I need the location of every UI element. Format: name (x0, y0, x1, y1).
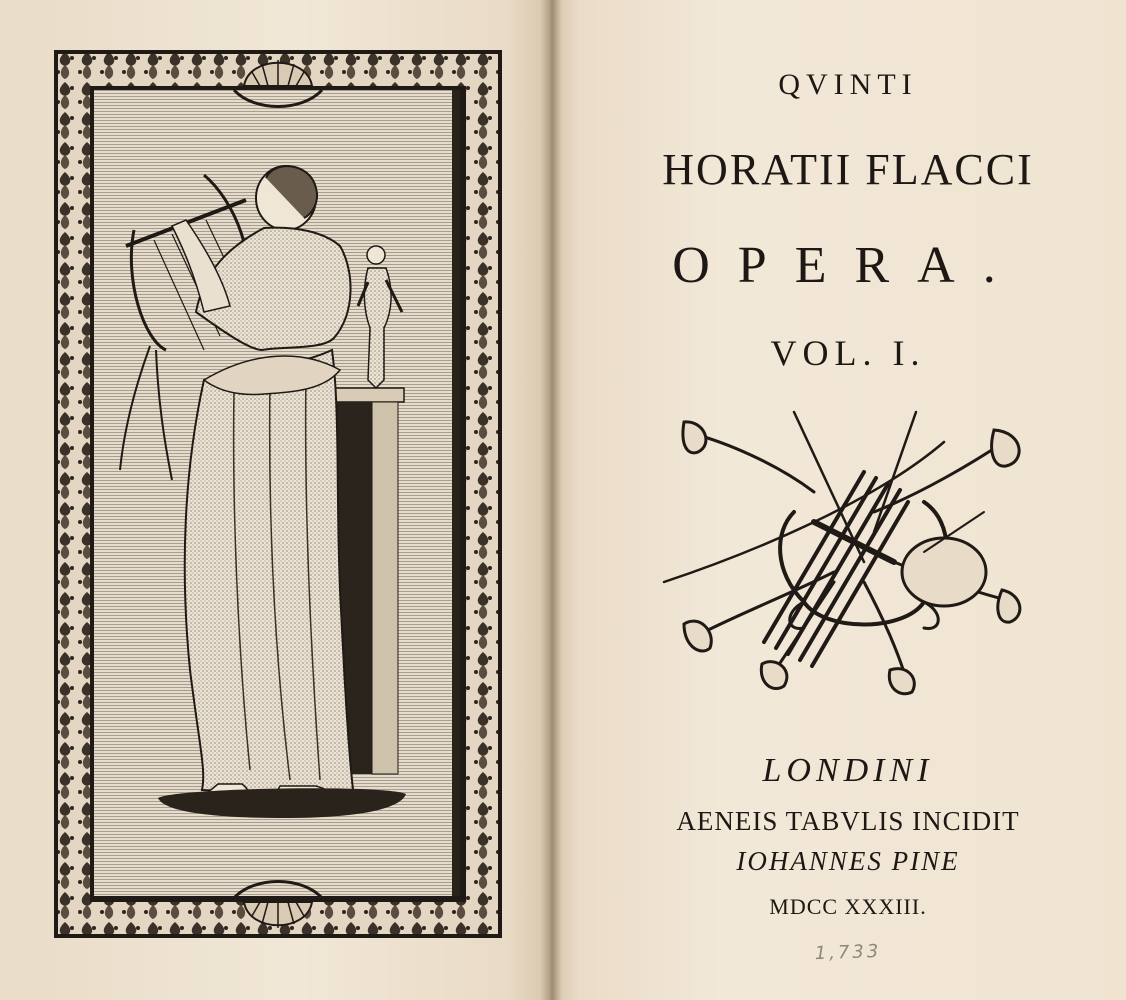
imprint-place: LONDINI (762, 752, 934, 789)
publication-year: MDCC XXXIII. (769, 894, 927, 919)
book-gutter (540, 0, 562, 1000)
volume-label: VOL. I. (770, 333, 926, 373)
imprint-line: AENEIS TABVLIS INCIDIT (676, 806, 1020, 836)
musical-instruments-trophy-icon (654, 402, 1034, 702)
frontispiece-engraving (54, 50, 502, 938)
muse-figure (172, 166, 354, 810)
engraver-name: IOHANNES PINE (736, 846, 960, 876)
pencil-annotation: 1,733 (814, 940, 882, 965)
title-line-author-praenomen: QVINTI (778, 68, 918, 101)
left-page (0, 0, 550, 1000)
title-line-work: OPERA. (672, 237, 1024, 294)
title-line-author-name: HORATII FLACCI (662, 145, 1034, 194)
